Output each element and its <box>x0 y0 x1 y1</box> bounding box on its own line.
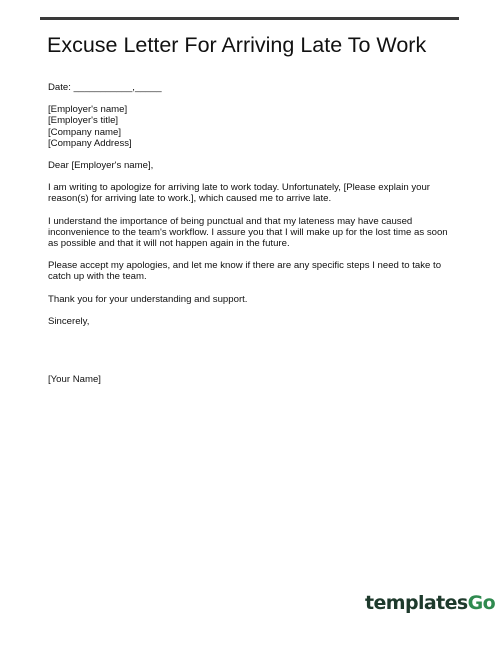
logo-text-go: Go <box>467 592 496 614</box>
closing: Sincerely, <box>48 315 90 327</box>
address-line-company-name: [Company name] <box>48 126 122 138</box>
date-line: Date: ___________,_____ <box>48 82 162 93</box>
document-title: Excuse Letter For Arriving Late To Work <box>47 33 427 57</box>
paragraph-punctuality: I understand the importance of being punctual and that my lateness may have caused inconvenience to the team's workflow. I assure you that I will make up for the lost time as soon as possible and that it will not happen again in the future. <box>48 215 448 250</box>
address-line-employer-title: [Employer's title] <box>48 115 119 127</box>
signature-space <box>48 327 458 374</box>
paragraph-apology: I am writing to apologize for arriving late to work today. Unfortunately, [Please explain your reason(s) for arriving late to work.], which caused me to arrive late. <box>48 182 430 205</box>
address-line-company-address: [Company Address] <box>48 137 132 149</box>
paragraph-request: Please accept my apologies, and let me know if there are any specific steps I need to take to catch up with the team. <box>48 260 442 283</box>
logo-text-templates: templates <box>365 592 468 614</box>
recipient-address <box>48 104 458 149</box>
salutation: Dear [Employer's name], <box>48 160 154 172</box>
letter-body <box>48 82 458 385</box>
top-rule <box>40 17 459 20</box>
signature-name: [Your Name] <box>48 374 101 386</box>
paragraph-thanks: Thank you for your understanding and support. <box>48 293 248 305</box>
address-line-employer-name: [Employer's name] <box>48 104 128 116</box>
templatesgo-logo <box>365 594 495 613</box>
